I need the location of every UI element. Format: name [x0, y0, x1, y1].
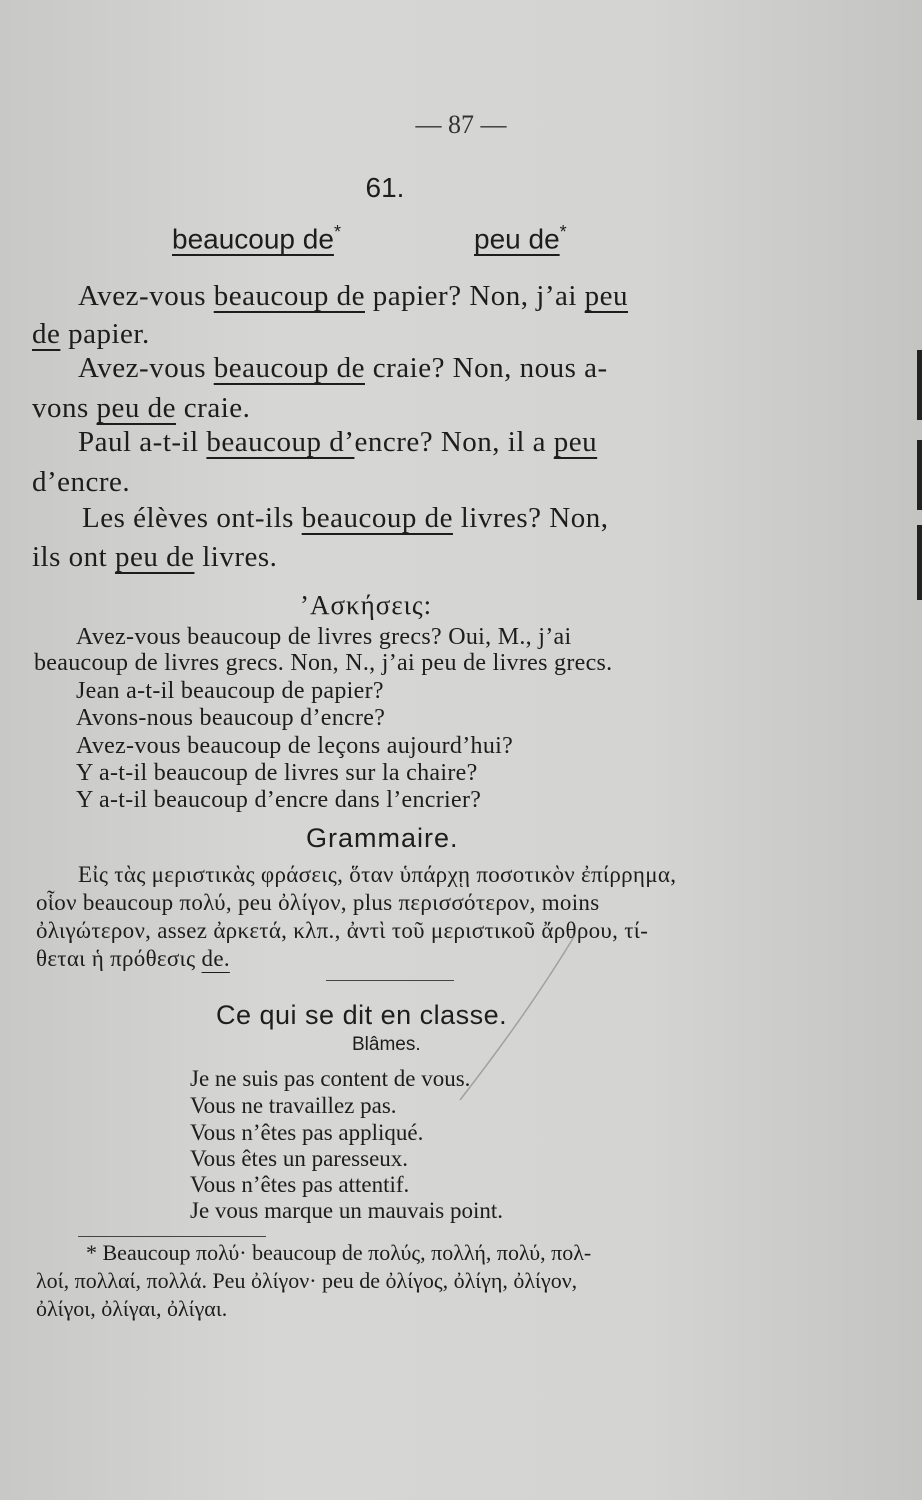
text-line: vons peu de craie.: [32, 392, 251, 424]
footnote-marker: *: [559, 222, 567, 242]
exercise-line: beaucoup de livres grecs. Non, N., j’ai peu de livres grecs.: [34, 650, 613, 676]
phrase-line: Vous êtes un paresseux.: [190, 1146, 409, 1171]
classroom-subtitle: Blâmes.: [352, 1034, 421, 1055]
grammar-line: Εἰς τὰς μεριστικὰς φράσεις, ὅταν ὑπάρχῃ ποσοτικὸν ἐπίρρημα,: [78, 862, 677, 887]
page-number: — 87 —: [415, 110, 507, 139]
text-line: Paul a-t-il beaucoup d’encre? Non, il a peu: [78, 426, 598, 458]
page-edge-shadow: [917, 350, 922, 420]
grammar-line: ὀλιγώτερον, assez ἀρκετά, κλπ., ἀντὶ τοῦ μεριστικοῦ ἄρθρου, τί-: [36, 918, 649, 943]
text-line: de papier.: [32, 318, 150, 350]
exercise-line: Y a-t-il beaucoup d’encre dans l’encrier?: [76, 787, 482, 813]
grammar-de: de.: [201, 946, 230, 971]
text-line: Avez-vous beaucoup de craie? Non, nous a-: [78, 352, 608, 384]
footnote-line: ὀλίγοι, ὀλίγαι, ὀλίγαι.: [36, 1296, 228, 1321]
exercises-title: ’Ασκήσεις:: [300, 590, 433, 620]
grammar-line: θεται ἡ πρόθεσις de.: [36, 946, 230, 971]
text-line: d’encre.: [32, 466, 131, 498]
exercise-line: Avez-vous beaucoup de leçons aujourd’hui?: [76, 733, 514, 759]
lesson-number: 61.: [365, 172, 405, 203]
exercise-line: Avons-nous beaucoup d’encre?: [76, 705, 386, 731]
text-line: Avez-vous beaucoup de papier? Non, j’ai peu: [78, 280, 629, 312]
phrase-line: Je ne suis pas content de vous.: [190, 1066, 471, 1091]
exercise-line: Jean a-t-il beaucoup de papier?: [76, 678, 384, 704]
footnote-marker: *: [333, 222, 341, 242]
footnote-line: λοί, πολλαί, πολλά. Peu ὀλίγον· peu de ὀλίγος, ὀλίγη, ὀλίγον,: [36, 1268, 578, 1293]
footnote-line: * Beaucoup πολύ· beaucoup de πολύς, πολλή, πολύ, πολ-: [86, 1240, 592, 1265]
classroom-title: Ce qui se dit en classe.: [216, 1000, 508, 1030]
page-edge-shadow: [917, 440, 922, 510]
phrase-line: Vous n’êtes pas attentif.: [190, 1172, 410, 1197]
text-line: Les élèves ont-ils beaucoup de livres? Non,: [82, 502, 609, 534]
section-divider: [326, 980, 454, 981]
vocab-beaucoup-de: [172, 222, 341, 255]
phrase-line: Je vous marque un mauvais point.: [190, 1198, 504, 1223]
paper-crease: [440, 930, 580, 1110]
page-edge-shadow: [917, 525, 922, 600]
exercise-line: Avez-vous beaucoup de livres grecs? Oui, M., j’ai: [76, 624, 572, 650]
vocab-peu-de: [474, 222, 567, 255]
vocab-right-label: peu de: [474, 223, 560, 255]
text-line: ils ont peu de livres.: [32, 541, 278, 573]
phrase-line: Vous ne travaillez pas.: [190, 1093, 397, 1118]
phrase-line: Vous n’êtes pas appliqué.: [190, 1120, 424, 1145]
footnote-divider: [78, 1236, 266, 1237]
vocab-left-label: beaucoup de: [172, 223, 334, 255]
grammar-title: Grammaire.: [306, 823, 459, 853]
grammar-line: οἷον beaucoup πολύ, peu ὀλίγον, plus περισσότερον, moins: [36, 890, 600, 915]
exercise-line: Y a-t-il beaucoup de livres sur la chaire?: [76, 760, 478, 786]
